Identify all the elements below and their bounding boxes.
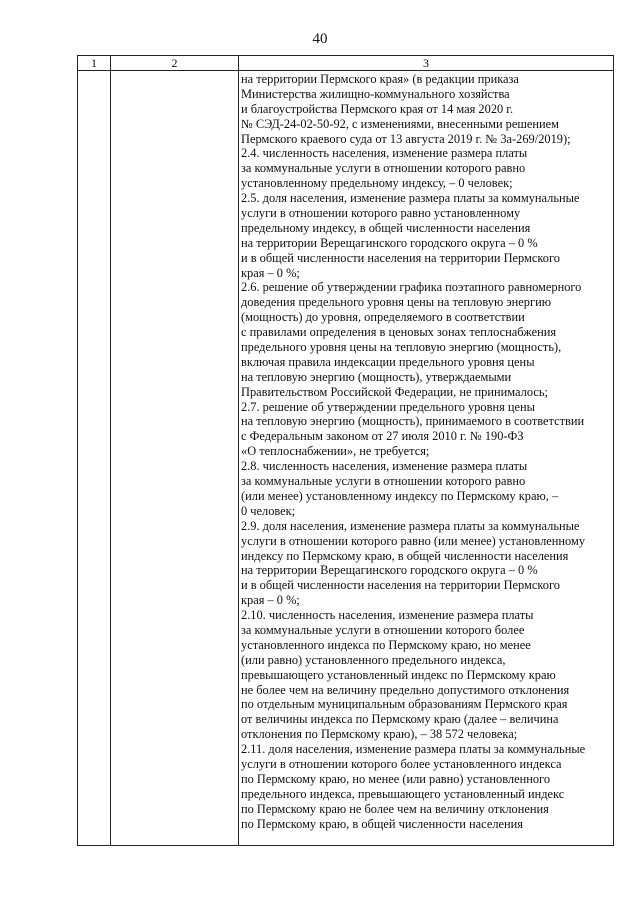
text-line: 2.11. доля населения, изменение размера платы за коммунальные [241,742,586,757]
column-2-cell [111,71,239,846]
text-line: 2.5. доля населения, изменение размера платы за коммунальные [241,191,580,206]
text-line: услуги в отношении которого более установленного индекса [241,756,562,771]
text-line: услуги в отношении которого равно (или менее) установленному [241,533,586,548]
column-header-1: 1 [78,56,111,71]
text-line: края – 0 %; [241,265,300,280]
page-number: 40 [312,31,328,47]
text-line: (мощность) до уровня, определяемого в соответствии [241,310,525,325]
column-header-3: 3 [239,56,614,71]
text-line: услуги в отношении которого равно установленному [241,206,521,221]
text-line: на территории Верещагинского городского округа – 0 % [241,563,538,578]
text-line: Пермского краевого суда от 13 августа 2019 г. № 3а-269/2019); [241,131,571,146]
text-line: и в общей численности населения на территории Пермского [241,250,560,265]
text-line: по Пермскому краю не более чем на величину отклонения [241,801,549,816]
column-3-cell [239,71,614,846]
text-line: с правилами определения в ценовых зонах теплоснабжения [241,325,557,340]
text-line: за коммунальные услуги в отношении которого равно [241,474,526,489]
text-line: на территории Верещагинского городского округа – 0 % [241,235,538,250]
text-line: за коммунальные услуги в отношении которого более [241,622,525,637]
text-line: включая правила индексации предельного уровня цены [241,354,535,369]
text-line: предельному индексу, в общей численности населения [241,220,531,235]
text-line: 2.6. решение об утверждении графика поэтапного равномерного [241,280,582,295]
text-line: установленному предельному индексу, – 0 человек; [241,176,513,191]
text-line: доведения предельного уровня цены на тепловую энергию [241,295,551,310]
text-line: 2.8. численность населения, изменение размера платы [241,459,528,474]
text-line: (или менее) установленному индексу по Пермскому краю, – [241,488,559,503]
text-line: по отдельным муниципальным образованиям Пермского края [241,697,568,712]
document-table [77,55,614,846]
text-line: предельного уровня цены на тепловую энергию (мощность), [241,340,562,355]
text-line: (или равно) установленного предельного индекса, [241,652,506,667]
text-line: «О теплоснабжении», не требуется; [241,444,430,459]
table-body-row [78,71,614,846]
text-line: установленного индекса по Пермскому краю, но менее [241,637,531,652]
text-line: с Федеральным законом от 27 июля 2010 г. № 190-ФЗ [241,429,524,444]
text-line: предельного индекса, превышающего установленный индекс [241,786,565,801]
column-header-2: 2 [111,56,239,71]
column-1-cell [78,71,111,846]
text-line: Правительством Российской Федерации, не принималось; [241,384,548,399]
text-line: края – 0 %; [241,593,300,608]
text-line: за коммунальные услуги в отношении которого равно [241,161,526,176]
text-line: 2.4. численность населения, изменение размера платы [241,146,528,161]
text-line: на тепловую энергию (мощность), утверждаемыми [241,369,512,384]
text-line: 2.7. решение об утверждении предельного уровня цены [241,399,535,414]
text-line: на территории Пермского края» (в редакции приказа [241,72,519,86]
text-line: на тепловую энергию (мощность), принимаемого в соответствии [241,414,585,429]
text-line: по Пермскому краю, в общей численности населения [241,816,523,831]
text-line: не более чем на величину предельно допустимого отклонения [241,682,570,697]
text-line: превышающего установленный индекс по Пермскому краю [241,667,556,682]
column-3-text [241,72,613,831]
text-line: Министерства жилищно-коммунального хозяйства [241,86,510,101]
text-line: и благоустройства Пермского края от 14 мая 2020 г. [241,101,514,116]
text-line: индексу по Пермскому краю, в общей численности населения [241,548,569,563]
text-line: и в общей численности населения на территории Пермского [241,578,560,593]
table-header-row [78,56,614,71]
text-line: по Пермскому краю, но менее (или равно) установленного [241,771,551,786]
text-line: 0 человек; [241,503,296,518]
text-line: № СЭД-24-02-50-92, с изменениями, внесенными решением [241,116,560,131]
text-line: от величины индекса по Пермскому краю (далее – величина [241,712,559,727]
text-line: 2.10. численность населения, изменение размера платы [241,608,534,623]
text-line: отклонения по Пермскому краю), – 38 572 человека; [241,727,518,742]
text-line: 2.9. доля населения, изменение размера платы за коммунальные [241,518,580,533]
